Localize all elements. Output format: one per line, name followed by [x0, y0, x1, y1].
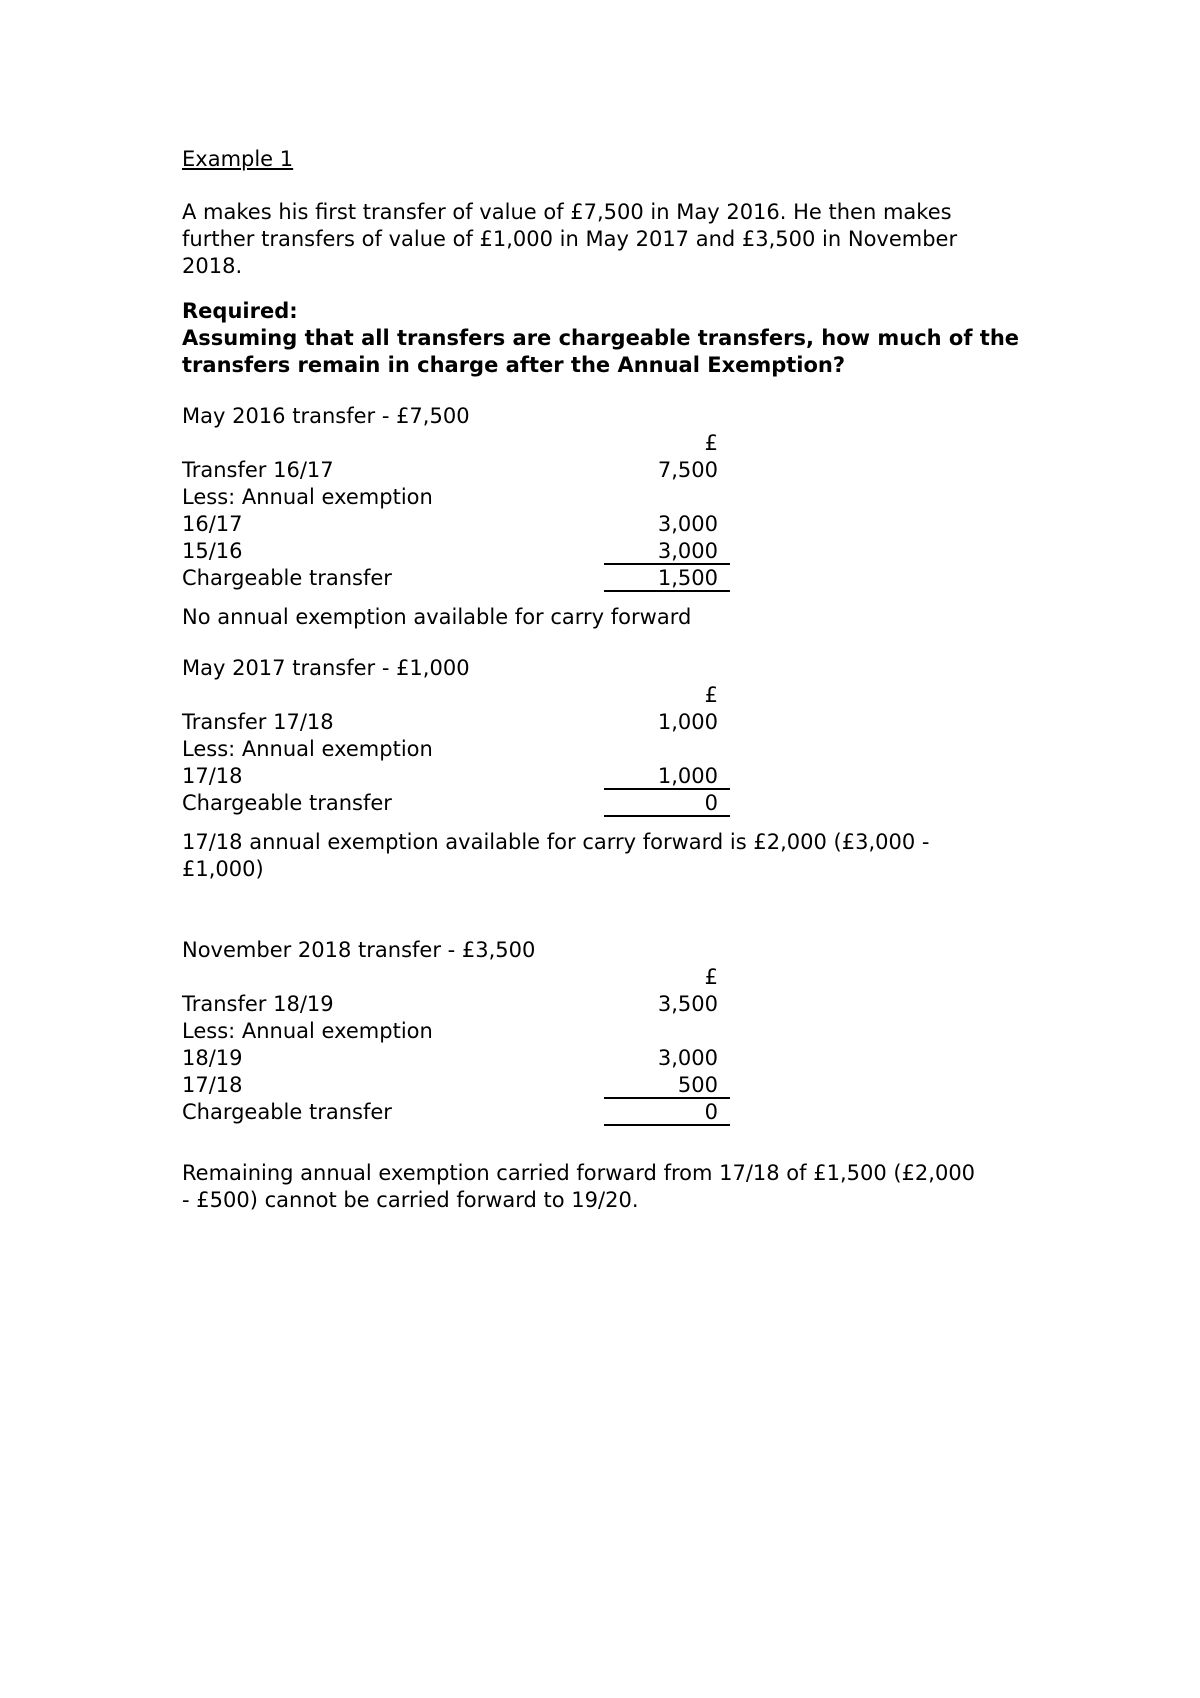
less-row — [182, 736, 730, 763]
exemption-row — [182, 1072, 730, 1099]
exemption-label: 15/16 — [182, 539, 243, 563]
section-heading-nov-2018: November 2018 transfer - £3,500 — [182, 938, 536, 962]
chargeable-row — [182, 1099, 730, 1126]
exemption-amount: 3,000 — [657, 1046, 718, 1070]
less-row — [182, 1018, 730, 1045]
exemption-row — [182, 1045, 730, 1072]
chargeable-label: Chargeable transfer — [182, 1100, 392, 1124]
exemption-amount: 3,000 — [657, 512, 718, 536]
transfer-label: Transfer 17/18 — [182, 710, 334, 734]
example-title: Example 1 — [182, 147, 294, 171]
required-label: Required: — [182, 299, 298, 323]
exemption-row — [182, 511, 730, 538]
less-label: Less: Annual exemption — [182, 1019, 433, 1043]
exemption-amount: 3,000 — [604, 538, 730, 565]
chargeable-row — [182, 565, 730, 592]
less-label: Less: Annual exemption — [182, 485, 433, 509]
chargeable-label: Chargeable transfer — [182, 791, 392, 815]
less-label: Less: Annual exemption — [182, 737, 433, 761]
exemption-label: 17/18 — [182, 1073, 243, 1097]
section-heading-may-2017: May 2017 transfer - £1,000 — [182, 656, 470, 680]
currency-symbol: £ — [704, 683, 718, 707]
chargeable-amount: 1,500 — [604, 565, 730, 592]
transfer-label: Transfer 16/17 — [182, 458, 334, 482]
exemption-amount: 500 — [604, 1072, 730, 1099]
transfer-amount: 3,500 — [657, 992, 718, 1016]
chargeable-amount: 0 — [604, 1099, 730, 1126]
transfer-label: Transfer 18/19 — [182, 992, 334, 1016]
chargeable-row — [182, 790, 730, 817]
transfer-row — [182, 709, 730, 736]
intro-paragraph: A makes his first transfer of value of £7,500 in May 2016. He then makes further transfers of value of £1,000 in May 2017 and £3,500 in November 2018. — [182, 200, 958, 278]
less-row — [182, 484, 730, 511]
chargeable-amount: 0 — [604, 790, 730, 817]
calc-table-may-2016 — [182, 430, 730, 592]
exemption-label: 16/17 — [182, 512, 243, 536]
exemption-row — [182, 763, 730, 790]
section-note: 17/18 annual exemption available for carry forward is £2,000 (£3,000 - £1,000) — [182, 830, 930, 881]
required-block — [182, 298, 1042, 379]
currency-row — [182, 964, 730, 991]
currency-symbol: £ — [704, 965, 718, 989]
calc-table-may-2017 — [182, 682, 730, 817]
section-note: No annual exemption available for carry forward — [182, 605, 692, 629]
document-content — [182, 146, 1042, 1214]
calc-table-nov-2018 — [182, 964, 730, 1126]
final-note: Remaining annual exemption carried forward from 17/18 of £1,500 (£2,000 - £500) cannot be carried forward to 19/20. — [182, 1161, 976, 1212]
transfer-amount: 7,500 — [657, 458, 718, 482]
transfer-row — [182, 457, 730, 484]
exemption-amount: 1,000 — [604, 763, 730, 790]
exemption-label: 17/18 — [182, 764, 243, 788]
currency-row — [182, 430, 730, 457]
transfer-amount: 1,000 — [657, 710, 718, 734]
chargeable-label: Chargeable transfer — [182, 566, 392, 590]
transfer-row — [182, 991, 730, 1018]
exemption-label: 18/19 — [182, 1046, 243, 1070]
exemption-row — [182, 538, 730, 565]
section-heading-may-2016: May 2016 transfer - £7,500 — [182, 404, 470, 428]
currency-symbol: £ — [704, 431, 718, 455]
currency-row — [182, 682, 730, 709]
required-question: Assuming that all transfers are chargeable transfers, how much of the transfers remain in charge after the Annual Exemption? — [182, 326, 1020, 377]
